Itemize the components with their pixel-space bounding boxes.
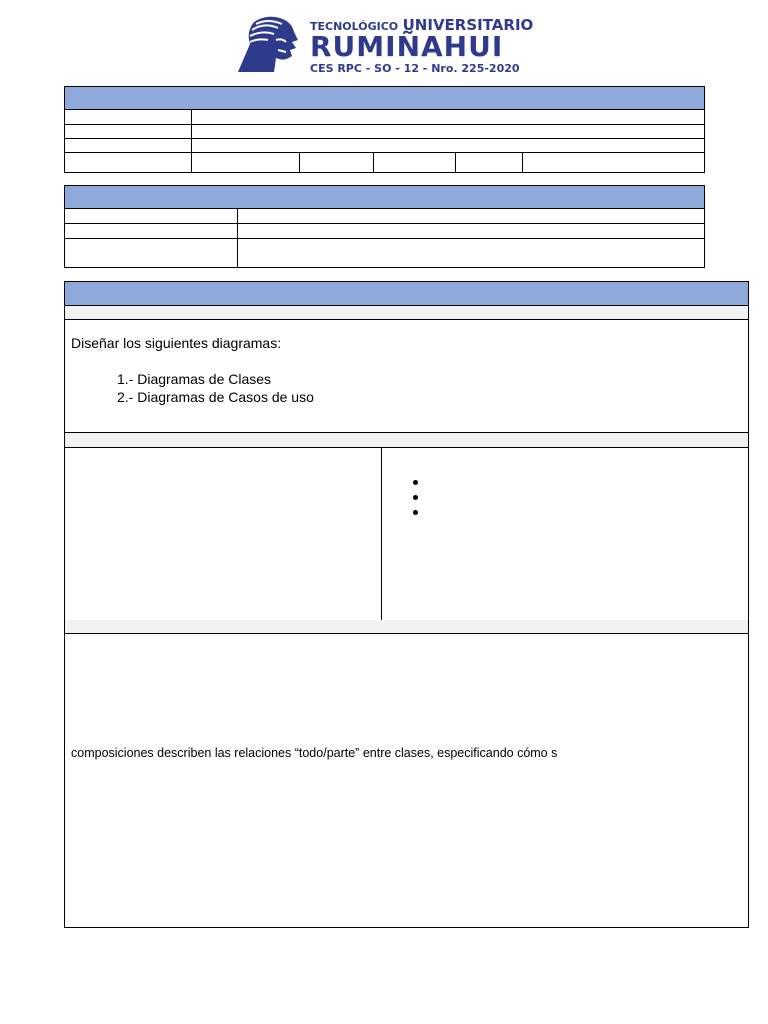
table-1-sub-cell [374,153,456,172]
resources-right-cell [382,448,748,620]
task-intro: Diseñar los siguientes diagramas: [71,335,282,351]
table-1-sub-cell [456,153,523,172]
table-2-label-cell [65,239,238,267]
table-1-label-cell [65,110,192,125]
bullet-item [413,495,418,500]
table-1-sub-cell [300,153,374,172]
info-table-1 [64,86,705,173]
development-section [65,634,748,927]
development-band [65,620,748,634]
table-2-value-cell [238,239,704,267]
table-2-value-cell [238,209,704,224]
table-1-header-band [65,87,704,110]
table-1-label-cell [65,153,192,172]
activity-header-band [65,282,748,306]
table-1-sub-cell [523,153,704,172]
resources-left-cell [65,448,382,620]
table-1-label-cell [65,139,192,153]
info-table-2 [64,185,705,268]
table-2-label-cell [65,209,238,224]
table-1-label-cell [65,125,192,139]
logo-title: UNIVERSITARIO [402,16,534,34]
logo-registration: CES RPC - SO - 12 - Nro. 225-2020 [310,62,520,75]
table-1-value-cell [192,139,704,153]
table-1-value-cell [192,110,704,125]
resources-band [65,433,748,448]
table-2-header-band [65,186,704,209]
bullet-item [413,480,418,485]
bullet-item [413,510,418,515]
profile-head-icon [228,14,300,76]
table-2-label-cell [65,224,238,239]
activity-subheader-band [65,306,748,320]
task-item-1: 1.- Diagramas de Clases [117,371,272,387]
table-2-value-cell [238,224,704,239]
logo-name: RUMIÑAHUI [310,30,504,63]
table-1-value-cell [192,125,704,139]
institution-logo [228,12,540,76]
development-text: composiciones describen las relaciones “todo/parte” entre clases, especificando cómo s [71,746,558,760]
task-section [65,320,748,433]
logo-prefix: TECNOLÓGICO [310,20,399,33]
activity-table [64,281,749,928]
task-item-2: 2.- Diagramas de Casos de uso [117,389,314,405]
table-1-sub-cell [192,153,300,172]
